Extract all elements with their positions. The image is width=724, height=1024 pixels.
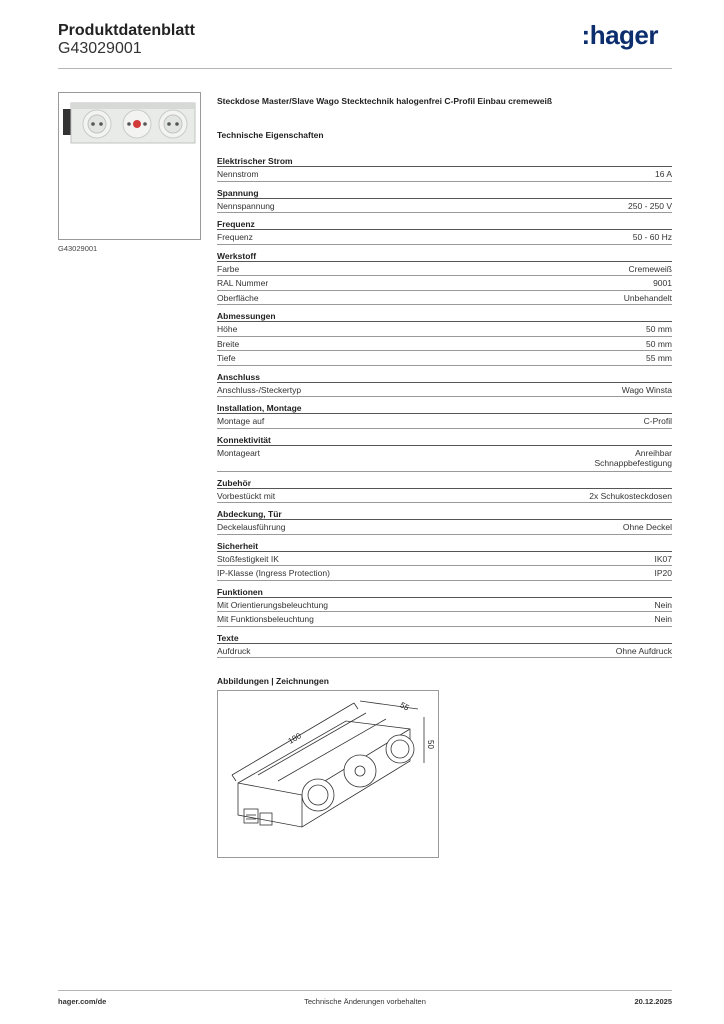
property-value <box>646 339 672 349</box>
dim-height-label: 50 <box>425 740 435 749</box>
property-groups <box>217 156 672 658</box>
group-title: Abdeckung, Tür <box>217 509 672 520</box>
property-label: Anschluss-/Steckertyp <box>217 384 302 395</box>
property-value <box>616 646 672 656</box>
property-value-line: Wago Winsta <box>621 384 672 395</box>
property-group <box>217 403 672 429</box>
group-title: Frequenz <box>217 219 672 230</box>
property-value-line: 55 mm <box>646 353 672 363</box>
group-title: Sicherheit <box>217 541 672 552</box>
property-label: Vorbestückt mit <box>217 490 276 501</box>
property-value <box>624 293 672 303</box>
header-divider <box>58 68 672 69</box>
property-group <box>217 541 672 581</box>
product-photo-image <box>59 93 200 239</box>
property-value-line: IP20 <box>654 568 672 578</box>
property-label: Breite <box>217 338 240 349</box>
property-label: Höhe <box>217 324 238 334</box>
property-row <box>217 598 672 613</box>
group-title: Werkstoff <box>217 251 672 262</box>
technical-drawing <box>217 690 439 858</box>
product-description: Steckdose Master/Slave Wago Stecktechnik halogenfrei C-Profil Einbau cremeweiß <box>217 96 553 106</box>
photo-caption: G43029001 <box>58 244 98 253</box>
page-title: Produktdatenblatt <box>58 22 195 39</box>
property-value <box>655 169 672 179</box>
property-value-line: Nein <box>654 614 672 624</box>
property-group <box>217 633 672 659</box>
property-label: Nennspannung <box>217 200 275 211</box>
property-label: Montage auf <box>217 416 265 426</box>
property-row <box>217 612 672 627</box>
property-value <box>623 522 672 532</box>
property-value-line: Cremeweiß <box>628 263 672 274</box>
property-value-line: Ohne Deckel <box>622 522 672 532</box>
property-value-line: Nein <box>654 599 672 610</box>
property-value <box>653 278 672 288</box>
property-label: Deckelausführung <box>217 522 286 532</box>
property-value-line: 16 A <box>654 169 672 179</box>
property-value-line: C-Profil <box>643 416 672 426</box>
property-row <box>217 230 672 245</box>
property-row <box>217 566 672 581</box>
group-title: Anschluss <box>217 372 672 383</box>
property-value-line: 2x Schukosteckdosen <box>589 490 672 501</box>
property-value-line: Unbehandelt <box>623 292 672 303</box>
property-label: Nennstrom <box>217 169 259 179</box>
group-title: Abmessungen <box>217 311 672 322</box>
section-heading: Technische Eigenschaften <box>217 130 324 140</box>
property-row <box>217 520 672 535</box>
product-photo <box>58 92 201 240</box>
figures-heading: Abbildungen | Zeichnungen <box>217 676 329 686</box>
dim-depth-label: 55 <box>398 700 411 713</box>
property-row <box>217 276 672 291</box>
property-group <box>217 311 672 366</box>
property-value <box>646 324 672 334</box>
property-value <box>655 600 672 610</box>
property-value <box>655 614 672 624</box>
property-row <box>217 446 672 472</box>
footer-divider <box>58 990 672 991</box>
property-label: RAL Nummer <box>217 278 269 288</box>
property-group <box>217 188 672 214</box>
property-value-line: 50 mm <box>646 338 672 349</box>
property-value-line: Schnappbefestigung <box>594 457 672 468</box>
property-value <box>589 491 672 501</box>
property-row <box>217 414 672 429</box>
property-label: Frequenz <box>217 232 253 242</box>
property-value-line: IK07 <box>654 553 672 564</box>
property-group <box>217 478 672 504</box>
property-group <box>217 251 672 306</box>
property-row <box>217 337 672 352</box>
footer-notice: Technische Änderungen vorbehalten <box>304 997 426 1006</box>
group-title: Texte <box>217 633 672 644</box>
property-value <box>655 554 673 564</box>
hager-logo: :hager <box>581 20 658 50</box>
property-value-line: 50 mm <box>646 324 672 334</box>
property-group <box>217 435 672 472</box>
property-value <box>622 385 672 395</box>
dim-length-label: 180 <box>286 731 303 746</box>
property-row <box>217 489 672 504</box>
property-value-line: 50 - 60 Hz <box>632 232 672 242</box>
property-row <box>217 644 672 659</box>
group-title: Funktionen <box>217 587 672 598</box>
group-title: Konnektivität <box>217 435 672 446</box>
footer-website-link[interactable]: hager.com/de <box>58 997 107 1006</box>
property-value-line: 9001 <box>653 278 672 288</box>
property-group <box>217 219 672 245</box>
property-value <box>633 232 672 242</box>
property-value <box>644 416 672 426</box>
property-group <box>217 587 672 627</box>
property-value <box>646 353 672 363</box>
property-label: Farbe <box>217 263 240 274</box>
property-value-line: Ohne Aufdruck <box>615 645 672 656</box>
group-title: Elektrischer Strom <box>217 156 672 167</box>
property-value <box>594 448 672 468</box>
property-row <box>217 291 672 306</box>
footer-date: 20.12.2025 <box>634 997 672 1006</box>
logo-text: hager <box>589 20 658 50</box>
property-label: Oberfläche <box>217 292 259 303</box>
property-value <box>629 264 672 274</box>
article-number: G43029001 <box>58 40 142 57</box>
property-value-line: 250 - 250 V <box>628 200 672 211</box>
property-value <box>655 568 673 578</box>
group-title: Zubehör <box>217 478 672 489</box>
property-row <box>217 351 672 366</box>
property-value-line: Anreihbar <box>635 447 672 458</box>
property-label: Stoßfestigkeit IK <box>217 553 279 564</box>
property-group <box>217 372 672 398</box>
property-row <box>217 383 672 398</box>
property-label: Mit Orientierungsbeleuchtung <box>217 599 329 610</box>
group-title: Installation, Montage <box>217 403 672 414</box>
property-label: Tiefe <box>217 353 236 363</box>
property-row <box>217 262 672 277</box>
group-title: Spannung <box>217 188 672 199</box>
technical-drawing-image <box>218 691 438 857</box>
property-label: IP-Klasse (Ingress Protection) <box>217 568 330 578</box>
property-value <box>628 201 672 211</box>
content-column <box>217 96 672 858</box>
property-row <box>217 322 672 337</box>
property-label: Mit Funktionsbeleuchtung <box>217 614 314 624</box>
property-group <box>217 156 672 182</box>
property-label: Aufdruck <box>217 645 251 656</box>
property-row <box>217 199 672 214</box>
property-row <box>217 552 672 567</box>
property-label: Montageart <box>217 447 260 458</box>
page-header <box>58 22 672 70</box>
property-group <box>217 509 672 535</box>
property-row <box>217 167 672 182</box>
